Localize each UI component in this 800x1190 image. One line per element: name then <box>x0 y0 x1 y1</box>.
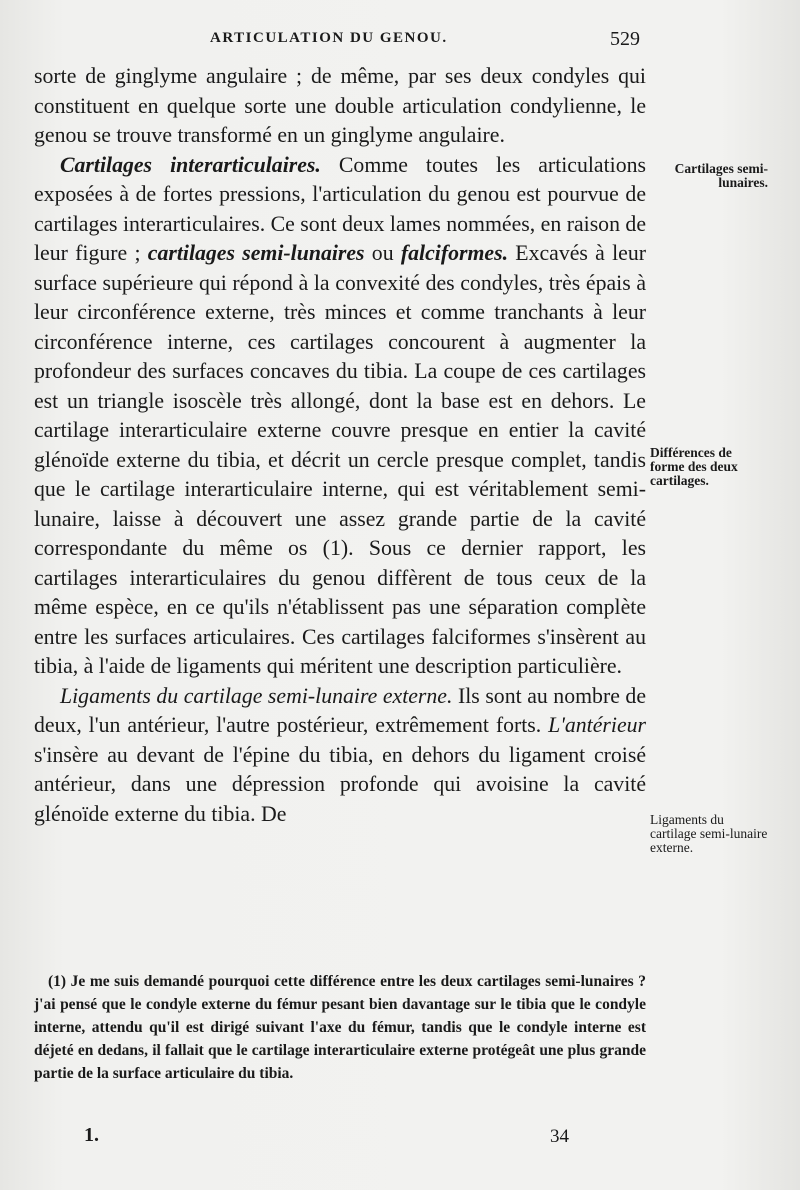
footnote-text: (1) Je me suis demandé pourquoi cette différence entre les deux cartilages semi-lunaires ? j'ai pensé que le condyle externe du fémur pesant bien davantage sur le tibia que le condyle interne, attendu qu'il est dirigé suivant l'axe du fémur, tandis que le condyle interne est déjeté en dedans, il fallait que le cartilage interarticulaire externe protégeât une plus grande partie de la surface articulaire du tibia. <box>34 973 646 1082</box>
page-number: 529 <box>610 28 640 50</box>
running-title: ARTICULATION DU GENOU. <box>210 30 448 46</box>
section-heading-cartilages: Cartilages interarticulaires. <box>60 152 321 177</box>
paragraph-ligaments <box>34 682 646 830</box>
main-text <box>34 62 646 829</box>
margin-note-ligaments: Ligaments du cartilage semi-lunaire externe. <box>650 812 768 855</box>
margin-note-cartilages: Cartilages semi-lunaires. <box>674 161 768 190</box>
paragraph-text: ou <box>364 241 401 265</box>
signature-mark: 1. <box>84 1124 99 1146</box>
paragraph-1: sorte de ginglyme angulaire ; de même, par ses deux condyles qui constituent en quelque sorte une double articulation condylienne, le genou se trouve transformé en un ginglyme angulaire. <box>34 64 646 147</box>
footnote <box>34 970 646 1085</box>
paragraph-text: s'insère au devant de l'épine du tibia, en dehors du ligament croisé antérieur, dans une dépression profonde qui avoisine la cavité glénoïde externe du tibia. De <box>34 742 646 826</box>
margin-note-differences: Différences de forme des deux cartilages. <box>650 445 738 488</box>
section-heading-ligaments: Ligaments du cartilage semi-lunaire externe. <box>60 683 453 708</box>
term-falciformes: falciformes. <box>400 241 509 265</box>
sheet-number: 34 <box>550 1126 569 1147</box>
term-semi-lunaires: cartilages semi-lunaires <box>147 241 365 265</box>
paragraph-text: Comme toutes les articulations exposées à de fortes pressions, l'articulation du genou est pourvue de cartilages interarticulaires. Ce sont deux lames nommées, en raison de leur figure ; <box>34 152 646 265</box>
term-anterieur: L'antérieur <box>548 713 646 737</box>
paragraph-cartilages <box>34 151 646 682</box>
paragraph-text: Excavés à leur surface supérieure qui répond à la convexité des condyles, très épais à leur circonférence externe, très minces et comme tranchants à leur circonférence interne, ces cartilages concourent à augmenter la profondeur des surfaces concaves du tibia. La coupe de ces cartilages est un triangle isoscèle très allongé, dont la base est en dehors. Le cartilage interarticulaire externe couvre presque en entier la cavité glénoïde externe du tibia, et décrit un cercle presque complet, tandis que le cartilage interarticulaire interne, qui est véritablement semi-lunaire, laisse à découvert une assez grande partie de la cavité correspondante du même os (1). Sous ce dernier rapport, les cartilages interarticulaires du genou diffèrent de tous ceux de la même espèce, en ce qu'ils n'établissent pas une séparation complète entre les surfaces articulaires. Ces cartilages falciformes s'insèrent au tibia, à l'aide de ligaments qui méritent une description particulière. <box>34 241 646 678</box>
paragraph-text: Ils sont au nombre de deux, l'un antérieur, l'autre postérieur, extrêmement forts. <box>34 683 646 737</box>
